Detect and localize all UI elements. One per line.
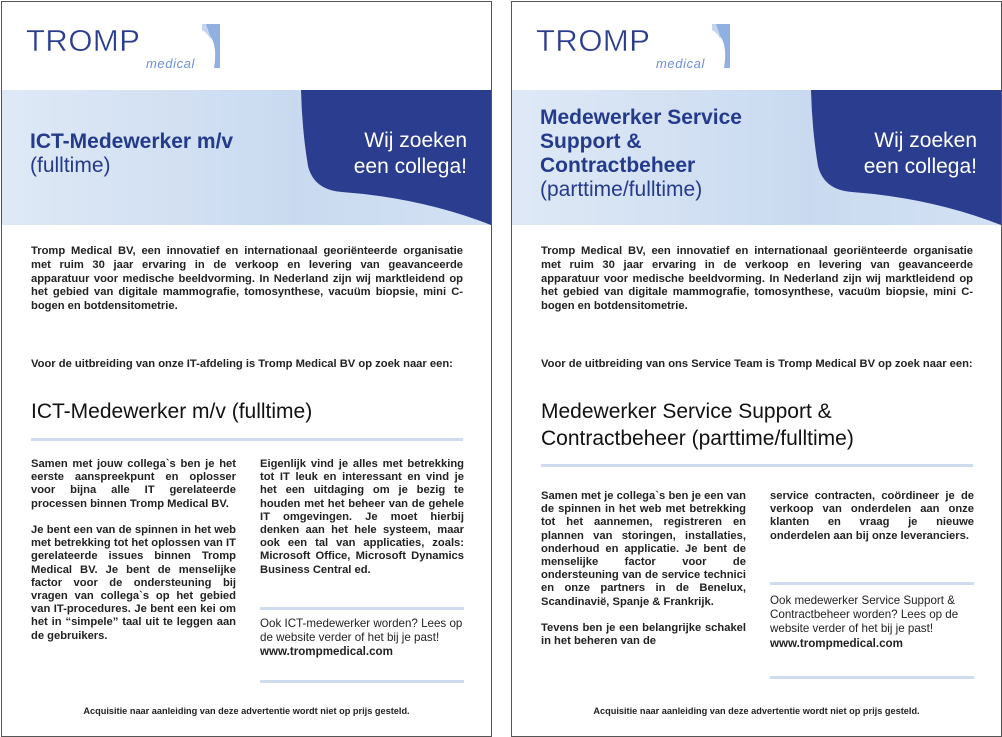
logo-wordmark: TROMP: [536, 23, 651, 58]
job-hours: (fulltime): [30, 154, 111, 177]
slogan-line2: een collega!: [353, 155, 467, 178]
advert-page-service: [511, 1, 1002, 737]
position-title: Medewerker Service Support & Contractbeheer: [541, 400, 832, 450]
slogan: [354, 128, 467, 180]
divider: [260, 680, 464, 683]
position-hours: (fulltime): [231, 400, 313, 423]
divider: [770, 676, 974, 679]
tromp-medical-logo: [536, 22, 736, 74]
position-title: ICT-Medewerker m/v: [31, 400, 226, 423]
tromp-medical-logo: [26, 22, 226, 74]
logo-wordmark: TROMP: [26, 23, 141, 58]
footer-note: Acquisitie naar aanleiding van deze advertentie wordt niet op prijs gesteld.: [83, 706, 410, 716]
divider: [260, 607, 464, 610]
logo-subtitle: medical: [656, 56, 705, 71]
footer-note: Acquisitie naar aanleiding van deze advertentie wordt niet op prijs gesteld.: [593, 706, 920, 716]
column-right: Eigenlijk vind je alles met betrekking tot IT leuk en interessant en vind je het een uitdaging om je bezig te houden met het beheer van de gehele IT omgevingen. Je moet hierbij denken aan het hele systeem, maar ook een tal van applicaties, zoals: Microsoft Office, Microsoft Dynamics Business Central ed.: [260, 458, 464, 576]
slogan-line2: een collega!: [863, 155, 977, 178]
website-link[interactable]: www.trompmedical.com: [770, 636, 903, 650]
job-title-block: [540, 106, 780, 202]
slogan-line1: Wij zoeken: [874, 129, 977, 152]
call-to-action: [770, 594, 974, 651]
slogan: [864, 128, 977, 180]
job-title: Medewerker Service Support & Contractbeheer: [540, 106, 742, 177]
lead-text: Voor de uitbreiding van ons Service Team is Tromp Medical BV op zoek naar een:: [541, 358, 973, 370]
logo-subtitle: medical: [146, 56, 195, 71]
header-band: [2, 90, 491, 225]
column-left: Samen met je collega`s ben je een van de spinnen in het web met betrekking tot het aannemen, registreren en plannen van storingen, installaties, onderhoud en applicatie. Je bent de menselijke factor voor de ondersteuning van de service technici en onze partners in de Benelux, Scandinavië, Spanje & Frankrijk. Tevens ben je een belangrijke schakel in het beheren van de: [541, 490, 746, 648]
header-band: [512, 90, 1001, 225]
divider: [541, 464, 973, 467]
logo-figure-icon: [710, 22, 732, 70]
job-title: ICT-Medewerker m/v: [30, 130, 234, 153]
job-title-block: [30, 130, 233, 178]
cta-text: Ook ICT-medewerker worden? Lees op de website verder of het bij je past!: [260, 617, 463, 645]
slogan-line1: Wij zoeken: [364, 129, 467, 152]
position-hours: (parttime/fulltime): [691, 427, 854, 450]
logo-figure-icon: [200, 22, 222, 70]
position-heading: [541, 398, 921, 452]
advert-page-ict: [1, 1, 492, 737]
divider: [31, 438, 463, 441]
column-right: service contracten, coördineer je de verkoop van onderdelen aan onze klanten en vraag je nieuwe onderdelen aan bij onze leveranciers.: [770, 490, 974, 542]
position-heading: [31, 398, 312, 425]
call-to-action: [260, 617, 464, 660]
company-intro: Tromp Medical BV, een innovatief en internationaal georiënteerde organisatie met ruim 30 jaar ervaring in de verkoop en levering van geavanceerde apparatuur voor medische beeldvorming. In Nederland zijn wij marktleidend op het gebied van digitale mammografie, tomosynthese, vacuüm biopsie, mini C-bogen en botdensitometrie.: [31, 245, 463, 313]
job-hours: (parttime/fulltime): [540, 178, 703, 201]
cta-text: Ook medewerker Service Support & Contractbeheer worden? Lees op de website verder of het bij je past!: [770, 594, 959, 636]
website-link[interactable]: www.trompmedical.com: [260, 645, 393, 659]
column-left: Samen met jouw collega`s ben je het eerste aanspreekpunt en oplosser voor bijna alle IT gerelateerde processen binnen Tromp Medical BV. Je bent een van de spinnen in het web met betrekking tot het oplossen van IT gerelateerde issues binnen Tromp Medical BV. Je bent de menselijke factor voor de ondersteuning bij vragen van collega`s op het gebied van IT-procedures. Je bent een kei om het in “simpele” taal uit te leggen aan de gebruikers.: [31, 458, 236, 642]
divider: [770, 582, 974, 585]
lead-text: Voor de uitbreiding van onze IT-afdeling is Tromp Medical BV op zoek naar een:: [31, 358, 453, 370]
company-intro: Tromp Medical BV, een innovatief en internationaal georiënteerde organisatie met ruim 30 jaar ervaring in de verkoop en levering van geavanceerde apparatuur voor medische beeldvorming. In Nederland zijn wij marktleidend op het gebied van digitale mammografie, tomosynthese, vacuüm biopsie, mini C-bogen en botdensitometrie.: [541, 245, 973, 313]
